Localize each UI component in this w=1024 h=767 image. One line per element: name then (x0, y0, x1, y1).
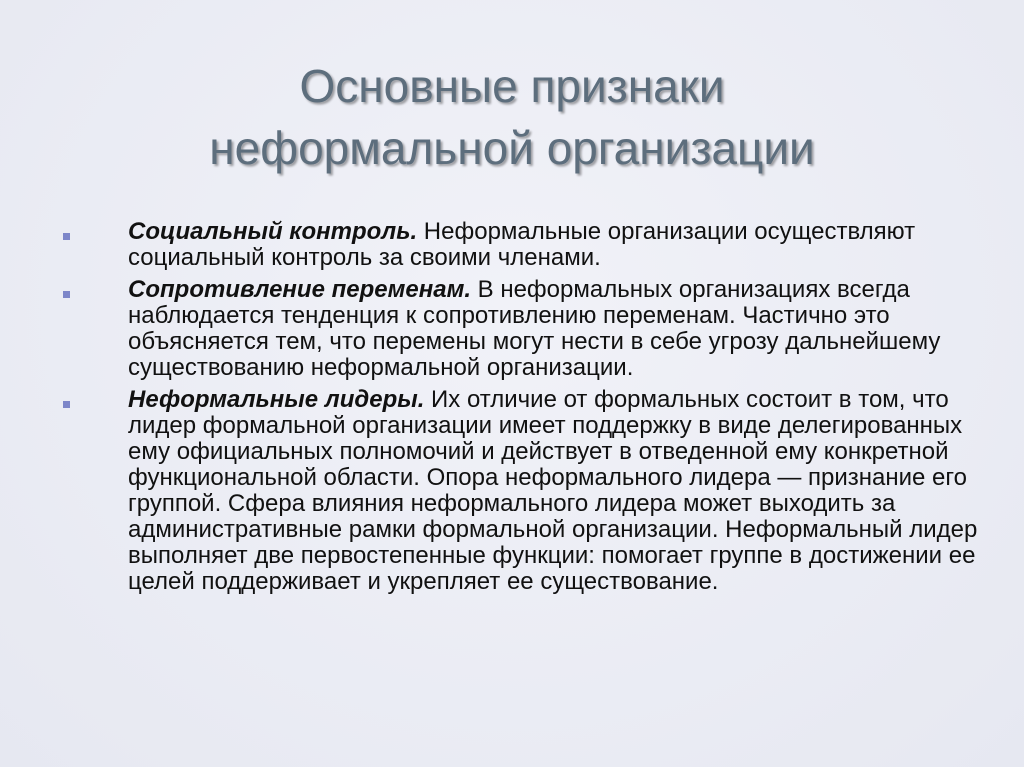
bullet-text: Неформальные организации осуществляют социальный контроль за своими членами. (128, 218, 916, 271)
bullet-item-social-control (58, 219, 978, 271)
bullet-item-informal-leaders (58, 387, 978, 595)
bullet-term: Сопротивление переменам. (128, 276, 471, 303)
bullet-text: В неформальных организациях всегда наблюдается тенденция к сопротивлению переменам. Частично это объясняется тем, что перемены могут нести в себе угрозу дальнейшему существованию неформальной организации. (128, 276, 941, 381)
square-bullet-icon (63, 291, 70, 298)
bullet-text: Их отличие от формальных состоит в том, что лидер формальной организации имеет поддержку в виде делегированных ему официальных полномочий и действует в отведенной ему конкретной функциональной области. Опора неформального лидера — признание его группой. Сфера влияния неформального лидера может выходить за административные рамки формальной организации. Неформальный лидер выполняет две первостепенные функции: помогает группе в достижении ее целей поддерживает и укрепляет ее существование. (128, 386, 978, 595)
bullet-item-resistance-to-change (58, 277, 978, 381)
square-bullet-icon (63, 233, 70, 240)
slide-title (60, 55, 964, 179)
title-line-1: Основные признаки (299, 60, 725, 112)
square-bullet-icon (63, 401, 70, 408)
bullet-term: Неформальные лидеры. (128, 386, 425, 413)
bullet-list (58, 219, 978, 601)
bullet-term: Социальный контроль. (128, 218, 418, 245)
title-line-2: неформальной организации (209, 122, 815, 174)
